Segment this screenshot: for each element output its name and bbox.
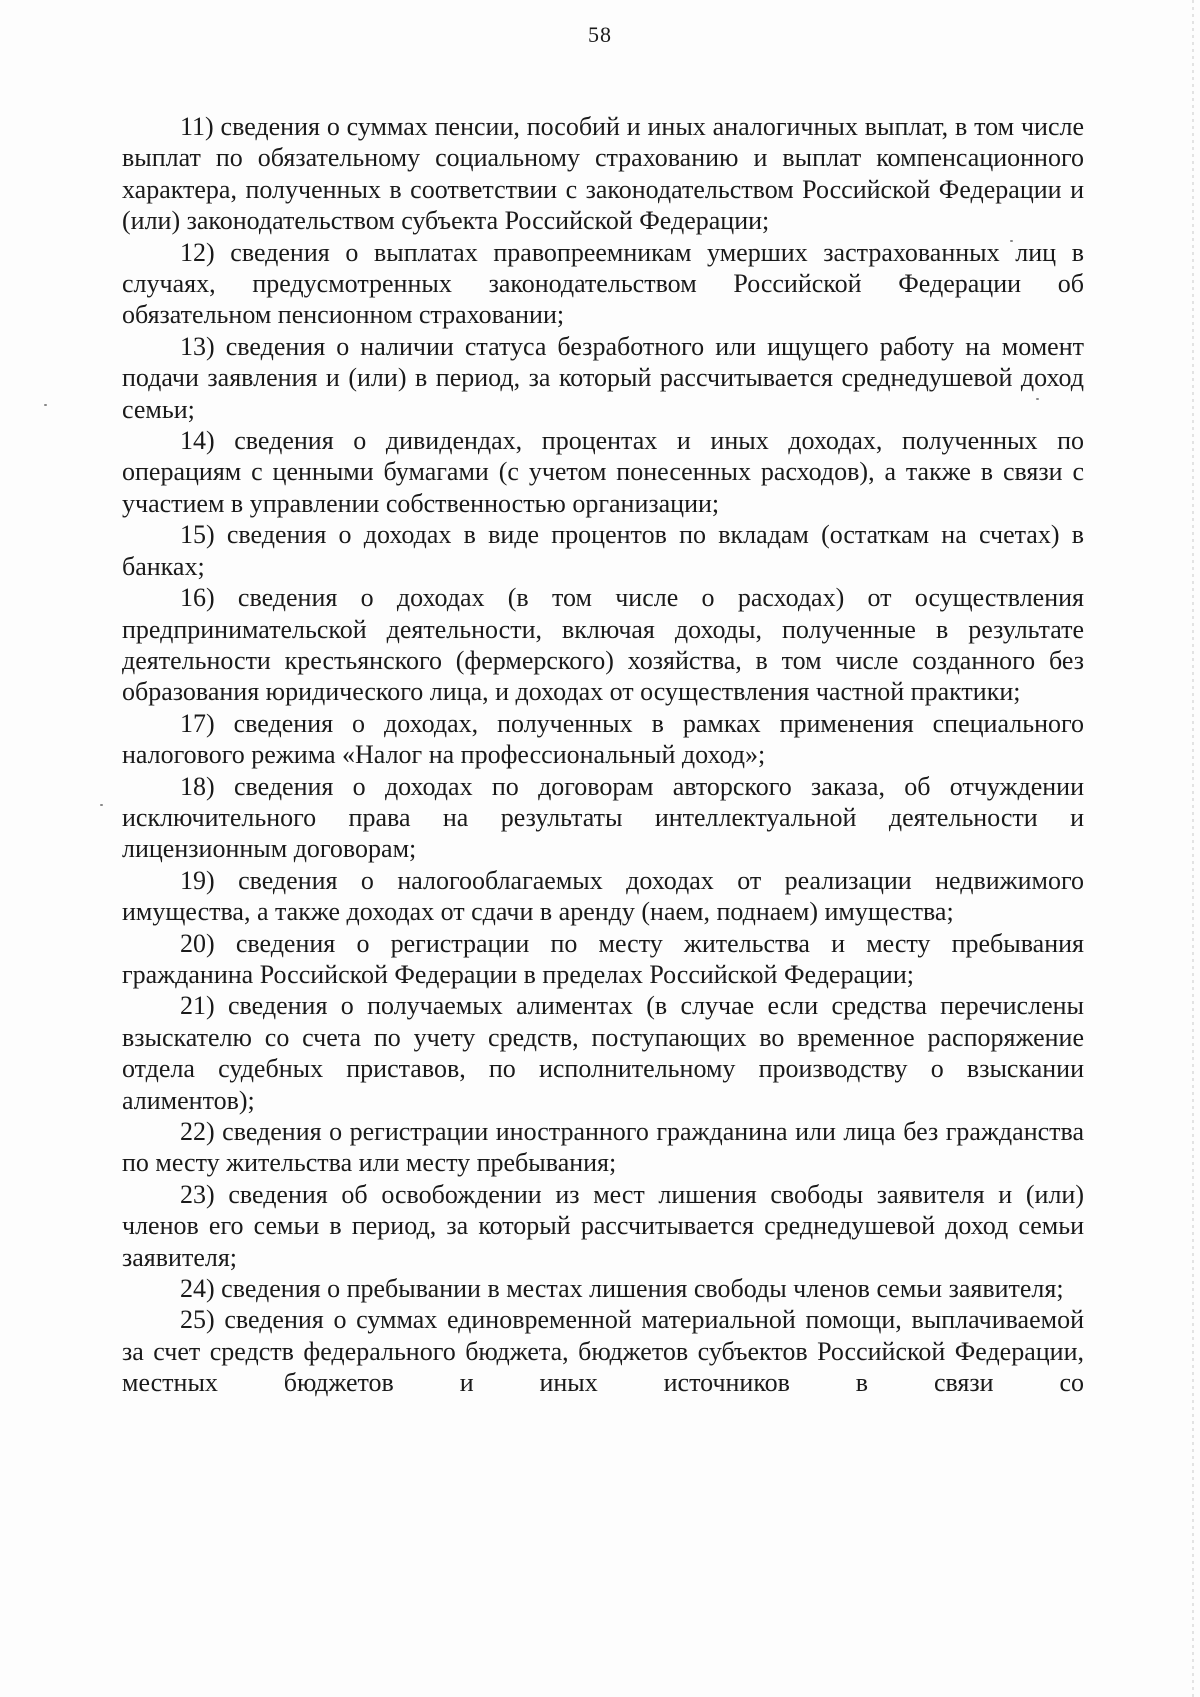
page-number: 58: [588, 22, 612, 47]
scan-speck: [44, 404, 47, 406]
list-item-22: 22) сведения о регистрации иностранного гражданина или лица без гражданства по месту жительства или месту пребывания;: [122, 1117, 1084, 1178]
list-item-17: 17) сведения о доходах, полученных в рамках применения специального налогового режима «Налог на профессиональный доход»;: [122, 708, 1084, 770]
list-item-25: 25) сведения о суммах единовременной материальной помощи, выплачиваемой за счет средств федерального бюджета, бюджетов субъектов Российской Федерации, местных бюджетов и иных источников в связи со: [122, 1305, 1084, 1398]
list-item-16: 16) сведения о доходах (в том числе о расходах) от осуществления предпринимательской деятельности, включая доходы, полученные в результате деятельности крестьянского (фермерского) хозяйства, в том числе созданного без образования юридического лица, и доходах от осуществления частной практики;: [122, 583, 1084, 707]
list-item-18: 18) сведения о доходах по договорам авторского заказа, об отчуждении исключительного права на результаты интеллектуальной деятельности и лицензионным договорам;: [122, 771, 1084, 864]
scan-speck: [100, 804, 103, 806]
document-body: [122, 111, 1084, 1399]
list-item-24: 24) сведения о пребывании в местах лишения свободы членов семьи заявителя;: [180, 1274, 1064, 1304]
list-item-12: 12) сведения о выплатах правопреемникам умерших застрахованных лиц в случаях, предусмотренных законодательством Российской Федерации об обязательном пенсионном страховании;: [122, 237, 1084, 330]
list-item-15: 15) сведения о доходах в виде процентов по вкладам (остаткам на счетах) в банках;: [122, 520, 1084, 581]
list-item-13: 13) сведения о наличии статуса безработного или ищущего работу на момент подачи заявления и (или) в период, за который рассчитывается среднедушевой доход семьи;: [122, 331, 1084, 424]
scan-edge-artifact: [1192, 0, 1194, 1697]
list-item-21: 21) сведения о получаемых алиментах (в случае если средства перечислены взыскателю со счета по учету средств, поступающих во временное распоряжение отдела судебных приставов, по исполнительному производству о взыскании алиментов);: [122, 991, 1084, 1115]
list-item-11: 11) сведения о суммах пенсии, пособий и иных аналогичных выплат, в том числе выплат по обязательному социальному страхованию и выплат компенсационного характера, полученных в соответствии с законодательством Российской Федерации и (или) законодательством субъекта Российской Федерации;: [122, 112, 1084, 236]
list-item-19: 19) сведения о налогооблагаемых доходах от реализации недвижимого имущества, а также доходах от сдачи в аренду (наем, поднаем) имущества;: [122, 865, 1084, 927]
list-item-23: 23) сведения об освобождении из мест лишения свободы заявителя и (или) членов его семьи в период, за который рассчитывается среднедушевой доход семьи заявителя;: [122, 1179, 1084, 1272]
list-item-14: 14) сведения о дивидендах, процентах и иных доходах, полученных по операциям с ценными бумагами (с учетом понесенных расходов), а также в связи с участием в управлении собственностью организации;: [122, 426, 1084, 518]
list-item-20: 20) сведения о регистрации по месту жительства и месту пребывания гражданина Российской Федерации в пределах Российской Федерации;: [122, 928, 1084, 989]
